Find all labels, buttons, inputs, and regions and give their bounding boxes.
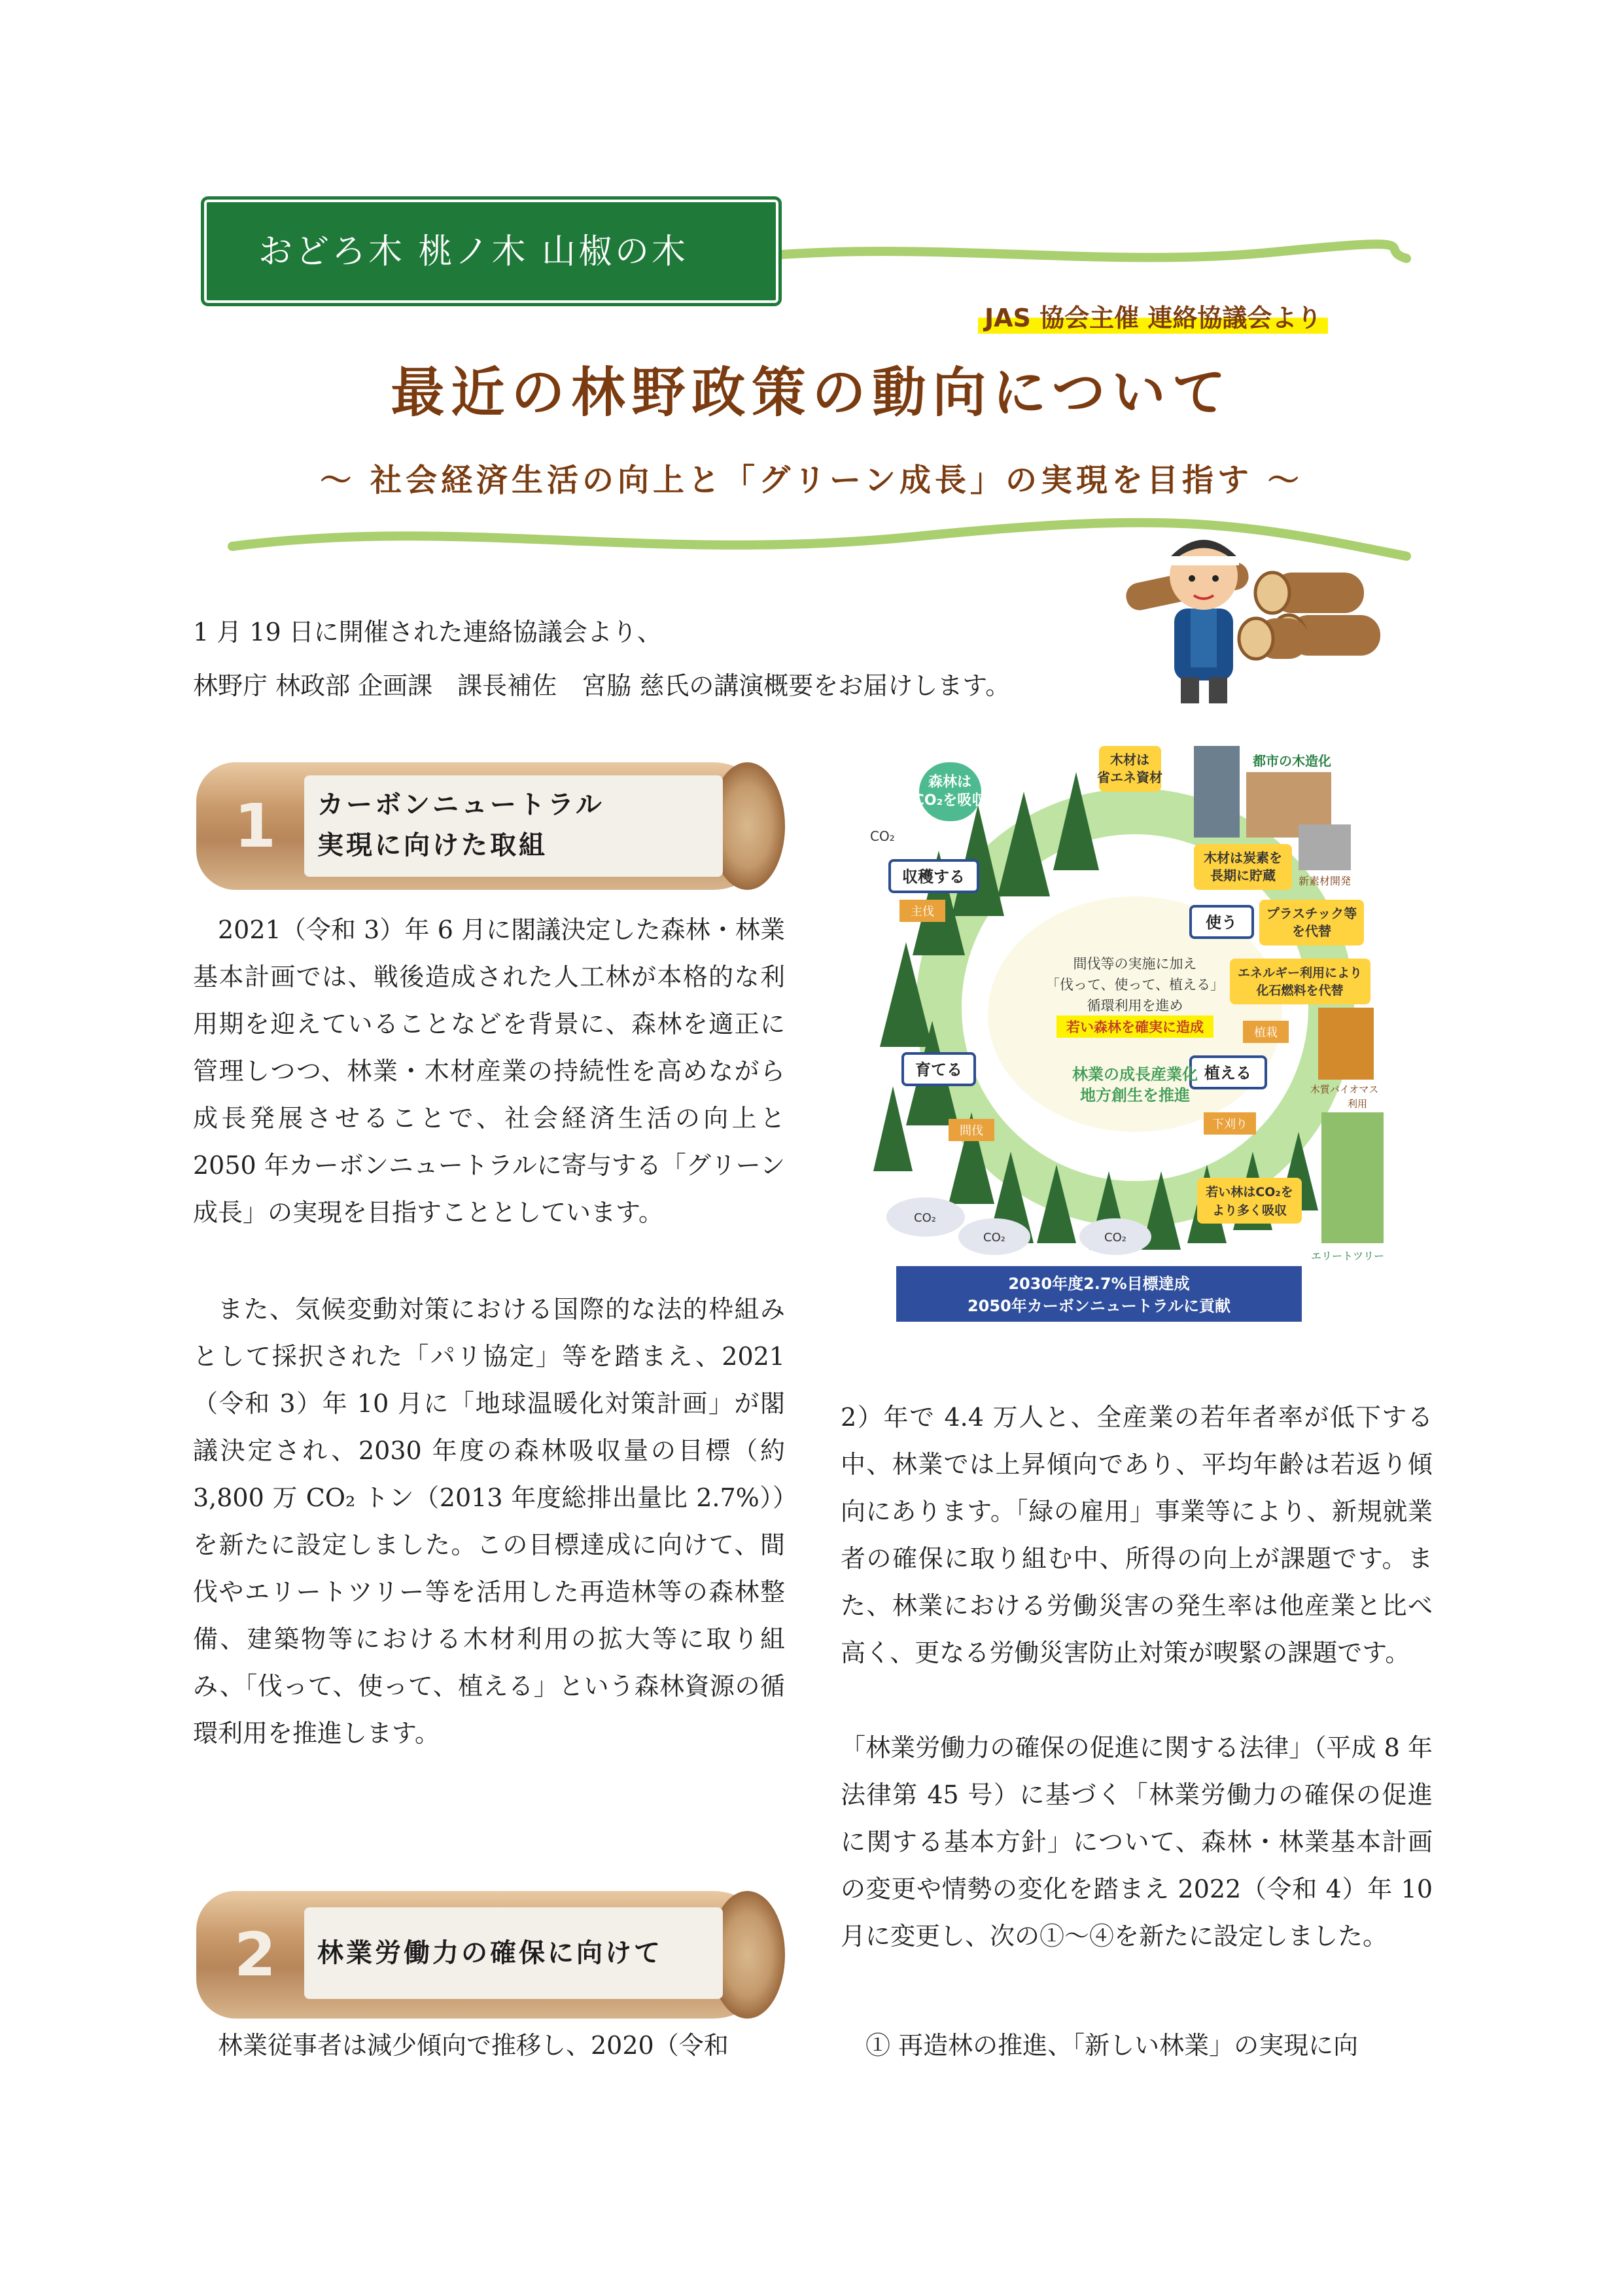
svg-text:都市の木造化: 都市の木造化 [1253,753,1331,769]
svg-text:CO₂: CO₂ [870,828,895,844]
svg-text:地方創生を推進: 地方創生を推進 [1080,1086,1190,1104]
section1-heading-line-2: 実現に向けた取組 [317,830,548,860]
forest-absorb-line-1: 森林は [928,774,972,790]
page-title: 最近の林野政策の動向について [391,362,1232,424]
svg-text:より多く吸収: より多く吸収 [1212,1203,1287,1218]
right-paragraph-3: ① 再造林の推進、「新しい林業」の実現に向 [865,2031,1359,2060]
svg-text:エリートツリー: エリートツリー [1310,1250,1385,1262]
svg-text:を代替: を代替 [1292,923,1331,939]
intro-text [193,605,1174,713]
section2-heading: 林業労働力の確保に向けて [304,1907,723,1999]
svg-text:林業の成長産業化: 林業の成長産業化 [1072,1065,1198,1084]
intro-line-2: 林野庁 林政部 企画課 課長補佐 宮脇 慈氏の講演概要をお届けします。 [193,671,1011,700]
new-material-image [1299,824,1351,870]
svg-text:循環利用を進め: 循環利用を進め [1087,998,1183,1014]
building-image [1194,746,1240,838]
svg-text:使う: 使う [1206,913,1237,932]
left-paragraph-3: 林業従事者は減少傾向で推移し、2020（令和 [218,2031,729,2060]
svg-text:エネルギー利用により: エネルギー利用により [1237,966,1363,980]
banner-text: おどろ木 桃ノ木 山椒の木 [258,232,689,272]
svg-text:「伐って、使って、植える」: 「伐って、使って、植える」 [1045,977,1225,993]
section2-number: 2 [234,1920,276,1990]
left-paragraph-1: 2021（令和 3）年 6 月に閣議決定した森林・林業基本計画では、戦後造成された人工林が本格的な利用期を迎えていることなどを背景に、森林を適正に管理しつつ、林業・木材産業の持続性を高めながら成長発展させることで、社会経済生活の向上と 2050 年カーボンニュートラルに寄与する「グリーン成長」の実現を目指すこととしています。 [193,915,785,1227]
svg-text:植える: 植える [1204,1064,1251,1082]
svg-text:下刈り: 下刈り [1212,1118,1248,1131]
svg-text:省エネ資材: 省エネ資材 [1097,769,1162,785]
svg-text:2030年度2.7%目標達成: 2030年度2.7%目標達成 [1008,1275,1190,1293]
svg-text:主伐: 主伐 [911,905,934,919]
svg-text:化石燃料を代替: 化石燃料を代替 [1256,983,1344,998]
right-paragraph-2: 「林業労働力の確保の促進に関する法律」（平成 8 年法律第 45 号）に基づく「林業労働力の確保の促進に関する基本方針」について、森林・林業基本計画の変更や情勢の変化を踏まえ 2022（令和 4）年 10 月に変更し、次の①～④を新たに設定しました。 [841,1733,1433,1951]
stacked-logs-icon [1239,573,1380,659]
svg-text:植栽: 植栽 [1254,1026,1278,1040]
svg-text:プラスチック等: プラスチック等 [1266,906,1357,921]
svg-text:CO₂: CO₂ [914,1211,936,1225]
section1-number: 1 [234,791,276,861]
left-paragraph-2: また、気候変動対策における国際的な法的枠組みとして採択された「パリ協定」等を踏まえ、2021（令和 3）年 10 月に「地球温暖化対策計画」が閣議決定され、2030 年度の森林吸収量の目標（約 3,800 万 CO₂ トン（2013 年度総排出量比 2.7%））を新たに設定しました。この目標達成に向けて、間伐やエリートツリー等を活用した再造林等の森林整備、建築物等における木材利用の拡大等に取り組み、「伐って、使って、植える」という森林資源の循環利用を推進します。 [193,1295,785,1748]
svg-text:木材は: 木材は [1110,752,1149,768]
svg-text:新素材開発: 新素材開発 [1298,875,1352,887]
svg-text:長期に貯蔵: 長期に貯蔵 [1210,868,1276,883]
jas-label: JAS 協会主催 連絡協議会より [978,298,1328,334]
svg-text:若い林はCO₂を: 若い林はCO₂を [1206,1185,1293,1199]
forest-absorb-line-2: CO₂を吸収 [913,792,986,809]
svg-text:木材は炭素を: 木材は炭素を [1204,850,1282,866]
svg-text:収穫する: 収穫する [902,868,965,886]
elite-tree-image [1321,1112,1384,1243]
biomass-image [1318,1008,1374,1080]
svg-text:2050年カーボンニュートラルに貢献: 2050年カーボンニュートラルに貢献 [967,1297,1231,1315]
svg-text:CO₂: CO₂ [1104,1231,1126,1245]
section1-heading [304,775,723,877]
page-subtitle: ～ 社会経済生活の向上と「グリーン成長」の実現を目指す ～ [320,462,1303,499]
svg-text:間伐: 間伐 [960,1124,983,1138]
svg-text:若い森林を確実に造成: 若い森林を確実に造成 [1066,1019,1204,1035]
svg-text:木質バイオマス: 木質バイオマス [1310,1084,1379,1095]
forest-absorb-badge [919,762,981,821]
svg-text:間伐等の実施に加え: 間伐等の実施に加え [1073,956,1197,972]
svg-text:CO₂: CO₂ [983,1231,1005,1245]
section1-heading-line-1: カーボンニュートラル [317,790,604,820]
intro-line-1: 1 月 19 日に開催された連絡協議会より、 [193,618,662,646]
right-paragraph-1: 2）年で 4.4 万人と、全産業の若年者率が低下する中、林業では上昇傾向であり、平均年齢は若返り傾向にあります。「緑の雇用」事業等により、新規就業者の確保に取り組む中、所得の向上が課題です。また、林業における労働災害の発生率は他産業と比べ高く、更なる労働災害防止対策が喫緊の課題です。 [841,1403,1433,1667]
svg-text:育てる: 育てる [915,1061,962,1079]
svg-text:利用: 利用 [1347,1098,1368,1110]
forest-cycle-diagram [841,746,1449,1335]
top-wavy-line [772,244,1406,258]
